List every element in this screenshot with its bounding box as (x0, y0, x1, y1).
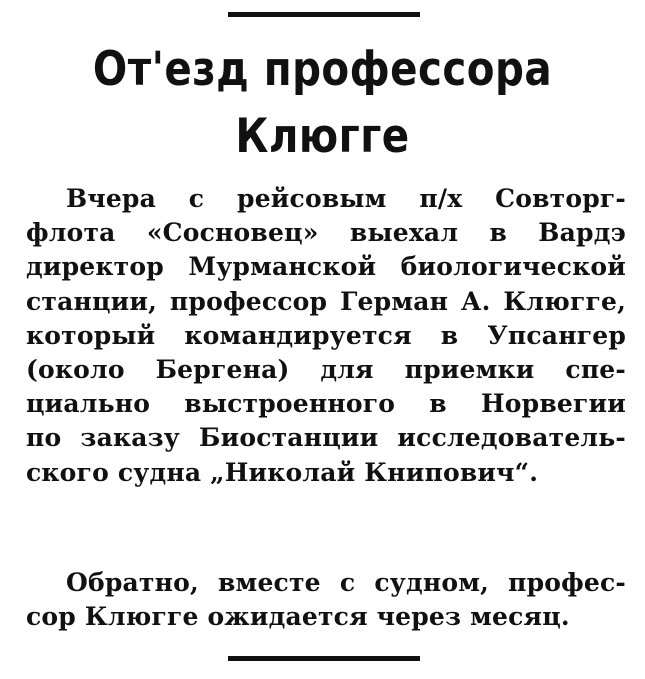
paragraph-2-line: сор Клюгге ожидается через месяц. (26, 602, 570, 632)
paragraph-1-line: циально выстроенного в Норвегии (26, 389, 626, 419)
paragraph-2 (26, 566, 626, 634)
paragraph-1-line: Вчера с рейсовым п/х Совторг- (66, 184, 626, 213)
paragraph-2-line: Обратно, вместе с судном, профес- (66, 568, 626, 597)
paragraph-1-line: директор Мурманской биологической (26, 252, 626, 282)
headline-line-1: От'езд профессора (92, 42, 553, 97)
paragraph-1-line: который командируется в Упсангер (26, 320, 626, 350)
paragraph-1-line: (около Бергена) для приемки спе- (26, 354, 626, 384)
paragraph-1 (26, 182, 626, 490)
bottom-divider-rule (228, 656, 420, 661)
headline-line-2: Клюгге (235, 109, 410, 164)
paragraph-1-line: флота «Сосновец» выехал в Вардэ (26, 218, 626, 248)
paragraph-1-line: ского судна „Николай Книпович“. (26, 457, 539, 487)
top-divider-rule (228, 12, 420, 17)
paragraph-1-line: станции, профессор Герман А. Клюгге, (26, 286, 626, 316)
paragraph-1-line: по заказу Биостанции исследователь- (26, 423, 626, 453)
